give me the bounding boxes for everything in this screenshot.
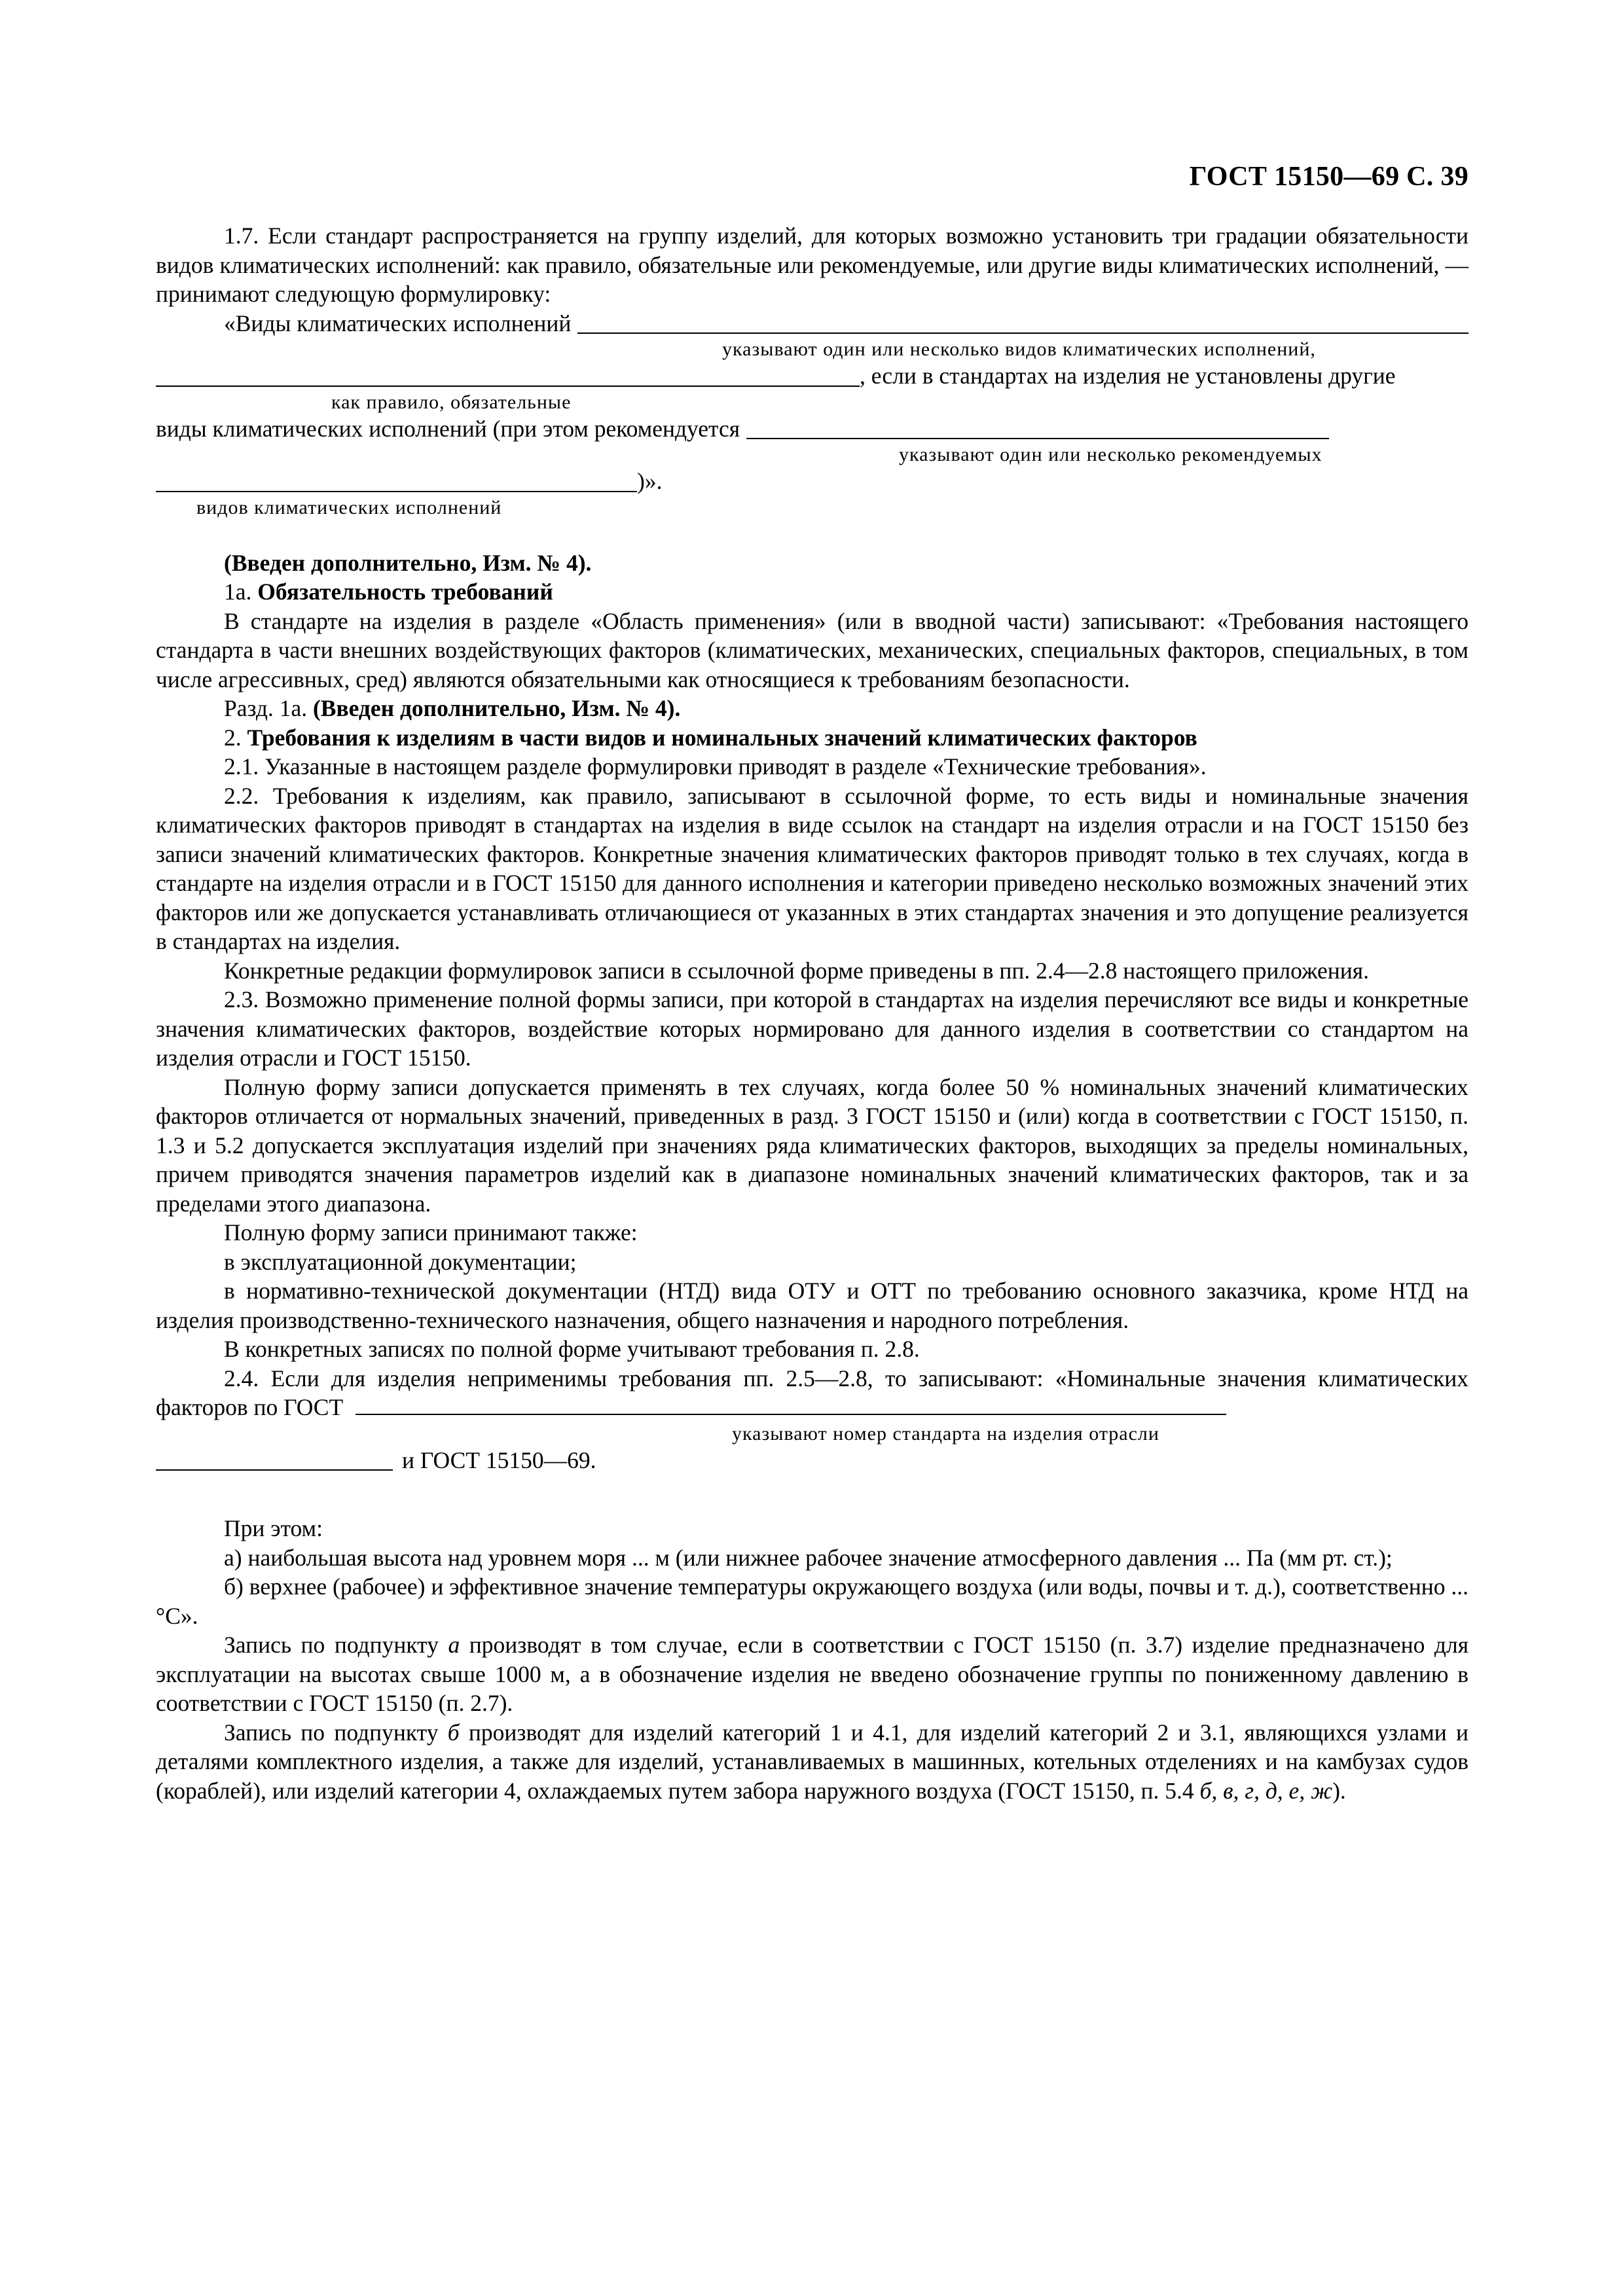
blank-field — [156, 368, 860, 387]
caption-types: указывают один или несколько видов климатических исполнений, — [722, 338, 1316, 360]
paragraph-2-4-text: 2.4. Если для изделия неприменимы требования пп. 2.5—2.8, то записывают: «Номинальные значения климатических факторов по ГОСТ — [156, 1365, 1468, 1420]
amendment-note: (Введен дополнительно, Изм. № 4). — [312, 695, 681, 721]
section-2-heading — [156, 723, 1468, 753]
caption-mandatory: как правило, обязательные — [331, 391, 572, 413]
paragraph-2-3c: Полную форму записи принимают также: — [224, 1219, 638, 1246]
caption-types-2: видов климатических исполнений — [196, 496, 502, 518]
paragraph-2-3f: В конкретных записях по полной форме учитывают требования п. 2.8. — [224, 1336, 920, 1362]
record-b-end: ). — [1332, 1777, 1346, 1804]
paragraph-2-4-end-line — [156, 1446, 1468, 1475]
paragraph-2-3: 2.3. Возможно применение полной формы записи, при которой в стандартах на изделия перечисляют все виды и конкретные значения климатических факторов, воздействие которых нормировано для данного изделия в соответствии со стандартом на изделия отрасли и ГОСТ 15150. — [156, 986, 1468, 1071]
record-a-start: Запись по подпункту — [224, 1632, 439, 1658]
blank-field — [746, 421, 1329, 439]
record-a-text: производят в том случае, если в соответствии с ГОСТ 15150 (п. 3.7) изделие предназначено для эксплуатации на высотах свыше 1000 м, а в обозначение изделия не введено обозначение группы по пониженному давлению в соответствии с ГОСТ 15150 (п. 2.7). — [156, 1632, 1469, 1716]
blank-field — [156, 1452, 393, 1471]
at-that: При этом: — [224, 1515, 323, 1541]
paragraph-2-2b: Конкретные редакции формулировок записи в ссылочной форме приведены в пп. 2.4—2.8 настоящего приложения. — [224, 957, 1369, 984]
record-b-text: производят для изделий категорий 1 и 4.1, для изделий категорий 2 и 3.1, являющихся узлами и деталями комплектного изделия, а также для изделий, устанавливаемых в машинных, котельных отделениях и на камбузах судов (кораблей), или изделий категории 4, охлаждаемых путем забора наружного воздуха (ГОСТ 15150, п. 5.4 — [156, 1719, 1469, 1804]
formula-line-2 — [156, 361, 1468, 391]
section-1a-text: В стандарте на изделия в разделе «Область применения» (или в вводной части) записывают: «Требования настоящего стандарта в части внешних воздействующих факторов (климатических, механических, специальных факторов, специальных, в том числе агрессивных, сред) являются обязательными как относящиеся к требованиям безопасности. — [156, 607, 1468, 692]
caption-standard-number: указывают номер стандарта на изделия отрасли — [732, 1422, 1159, 1444]
section-1a-heading — [156, 577, 1468, 607]
razd-prefix: Разд. 1а. — [224, 695, 308, 721]
record-a — [156, 1630, 1468, 1718]
section-number: 2. — [224, 724, 242, 751]
blank-field — [156, 474, 637, 492]
formula-line-4 — [156, 467, 1468, 496]
blank-field — [356, 1397, 1226, 1415]
paragraph-1-7: 1.7. Если стандарт распространяется на группу изделий, для которых возможно установить три градации обязательности видов климатических исполнений: как правило, обязательные или рекомендуемые, или другие виды климатических исполнений, — принимают следующую формулировку: — [156, 223, 1468, 307]
section-number: 1а. — [224, 579, 252, 605]
paragraph-2-3e: в нормативно-технической документации (НТД) вида ОТУ и ОТТ по требованию основного заказчика, кроме НТД на изделия производственно-технического назначения, общего назначения и народного потребления. — [156, 1278, 1468, 1333]
paragraph-2-3d: в эксплуатационной документации; — [224, 1248, 577, 1275]
formula-end: )». — [637, 468, 663, 494]
paragraph-2-4-end: и ГОСТ 15150—69. — [402, 1446, 596, 1473]
amendment-note: (Введен дополнительно, Изм. № 4). — [224, 549, 592, 576]
document-body — [156, 157, 1468, 1805]
formula-recommended: виды климатических исполнений (при этом рекомендуется — [156, 415, 740, 442]
item-a: а) наибольшая высота над уровнем моря ... м (или нижнее рабочее значение атмосферного давления ... Па (мм рт. ст.); — [224, 1544, 1393, 1571]
paragraph-2-2: 2.2. Требования к изделиям, как правило, записывают в ссылочной форме, то есть виды и номинальные значения климатических факторов приводят в стандартах на изделия в виде ссылок на стандарт на изделия отрасли и на ГОСТ 15150 без записи значений климатических факторов. Конкретные значения климатических факторов приводят только в тех случаях, когда в стандарте на изделия отрасли и в ГОСТ 15150 для данного исполнения и категории приведено несколько возможных значений этих факторов или же допускается устанавливать отличающиеся от указанных в этих стандартах значения и это допущение реализуется в стандартах на изделия. — [156, 782, 1468, 954]
formula-line-3 — [156, 414, 1468, 444]
formula-line-1 — [156, 309, 1468, 338]
section-1a-amendment — [156, 694, 1468, 723]
formula-start: «Виды климатических исполнений — [224, 310, 572, 336]
formula-tail: , если в стандартах на изделия не установлены другие — [860, 363, 1396, 389]
blank-field — [577, 313, 1468, 334]
section-title: Требования к изделиям в части видов и номинальных значений климатических факторов — [247, 724, 1197, 751]
item-b: б) верхнее (рабочее) и эффективное значение температуры окружающего воздуха (или воды, почвы и т. д.), соответственно ... °С». — [156, 1573, 1468, 1629]
subitem-letter: б — [447, 1719, 460, 1746]
caption-recommended: указывают один или несколько рекомендуемых — [899, 444, 1322, 465]
paragraph-2-4 — [156, 1364, 1468, 1422]
record-b — [156, 1718, 1468, 1806]
subitem-letter: а — [448, 1632, 460, 1658]
section-title: Обязательность требований — [257, 579, 553, 605]
page-header: ГОСТ 15150—69 С. 39 — [1189, 162, 1468, 192]
subitem-letters: б, в, г, д, е, ж — [1199, 1777, 1333, 1804]
record-b-start: Запись по подпункту — [224, 1719, 439, 1746]
paragraph-2-1: 2.1. Указанные в настоящем разделе формулировки приводят в разделе «Технические требования». — [224, 753, 1207, 780]
paragraph-2-3b: Полную форму записи допускается применять в тех случаях, когда более 50 % номинальных значений климатических факторов отличается от нормальных значений, приведенных в разд. 3 ГОСТ 15150 и (или) когда в соответствии с ГОСТ 15150, п. 1.3 и 5.2 допускается эксплуатация изделий при значениях ряда климатических факторов, выходящих за пределы номинальных, причем приводятся значения параметров изделий как в диапазоне номинальных значений климатических факторов, так и за пределами этого диапазона. — [156, 1073, 1468, 1217]
